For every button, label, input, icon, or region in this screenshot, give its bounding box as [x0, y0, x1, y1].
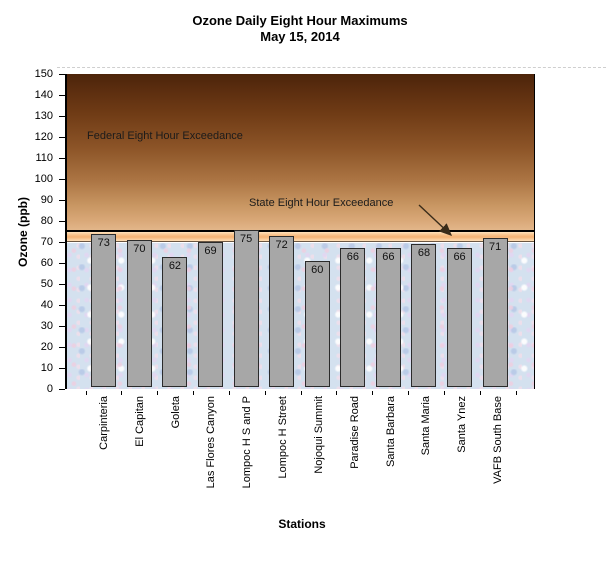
y-tick-label: 130: [34, 110, 53, 122]
bar-value-label: 70: [133, 243, 146, 255]
bar-lompoc-h-s-and-p: [234, 230, 259, 388]
bar-las-flores-canyon: [198, 242, 223, 387]
bar-cell: [122, 74, 158, 387]
x-label-cell: [408, 396, 444, 455]
bar-value-label: 69: [204, 245, 217, 258]
x-label-cell: [265, 396, 301, 479]
bar-cell: [335, 74, 371, 387]
x-axis-ticks: [67, 391, 537, 395]
bar-value-label: 71: [489, 240, 502, 253]
x-tick-mark: [444, 391, 445, 395]
x-tick-mark: [229, 391, 230, 395]
bar-series: [67, 74, 534, 387]
bar-santa-maria: [411, 244, 436, 387]
y-tick-label: 40: [40, 299, 53, 311]
x-label-lompoc-h-street: Lompoc H Street: [277, 396, 290, 479]
x-tick-mark: [516, 391, 517, 395]
x-tick-mark: [372, 391, 373, 395]
x-axis-title-text: Stations: [278, 517, 326, 531]
state-exceedance-label: State Eight Hour Exceedance: [249, 197, 394, 209]
x-tick-mark: [336, 391, 337, 395]
x-tick-mark: [121, 391, 122, 395]
bar-cell: [228, 74, 264, 387]
y-tick-label: 90: [40, 194, 53, 206]
chart-title-block: [0, 13, 600, 45]
y-tick-label: 120: [34, 131, 53, 143]
bar-el-capitan: [127, 240, 152, 387]
x-label-cell: [480, 396, 516, 484]
chart-title: Ozone Daily Eight Hour Maximums: [192, 13, 408, 28]
y-tick-label: 80: [40, 215, 53, 227]
x-label-santa-ynez: Santa Ynez: [456, 396, 469, 453]
bar-value-label: 66: [382, 251, 395, 264]
x-label-santa-barbara: Santa Barbara: [384, 396, 397, 467]
x-label-vafb-south-base: VAFB South Base: [492, 396, 505, 484]
bar-cell: [86, 74, 122, 387]
y-tick-label: 150: [34, 68, 53, 80]
x-label-paradise-road: Paradise Road: [348, 396, 361, 469]
x-tick-mark: [86, 391, 87, 395]
x-tick-mark: [480, 391, 481, 395]
x-label-nojoqui-summit: Nojoqui Summit: [312, 396, 325, 474]
bar-value-label: 72: [275, 238, 288, 251]
bar-nojoqui-summit: [305, 261, 330, 387]
x-label-goleta: Goleta: [169, 396, 182, 429]
bar-lompoc-h-street: [269, 236, 294, 387]
x-label-cell: [229, 396, 265, 488]
x-label-santa-maria: Santa Maria: [420, 396, 433, 456]
x-tick-mark: [408, 391, 409, 395]
bar-cell: [371, 74, 407, 387]
bar-value-label: 66: [346, 251, 359, 264]
x-axis-labels: [67, 396, 537, 488]
x-label-cell: [373, 396, 409, 467]
bar-cell: [193, 74, 229, 387]
y-tick-label: 110: [35, 152, 53, 164]
bar-cell: [157, 74, 193, 387]
x-tick-mark: [193, 391, 194, 395]
x-label-cell: [158, 396, 194, 428]
y-tick-label: 50: [40, 278, 53, 290]
x-label-cell: [337, 396, 373, 469]
bar-cell: [406, 74, 442, 387]
y-tick-label: 30: [40, 320, 53, 332]
bar-value-label: 73: [97, 236, 110, 249]
y-tick-label: 70: [40, 236, 53, 248]
y-tick-label: 0: [46, 383, 53, 395]
federal-exceedance-label: Federal Eight Hour Exceedance: [87, 130, 243, 142]
y-tick-label: 10: [40, 362, 53, 374]
y-axis-ticks: [0, 68, 65, 395]
bar-santa-barbara: [376, 248, 401, 387]
bar-goleta: [162, 257, 187, 387]
plot-top-dashed-line: [57, 67, 606, 68]
bar-santa-ynez: [447, 248, 472, 387]
x-label-cell: [86, 396, 122, 450]
bar-value-label: 75: [239, 232, 253, 245]
bar-cell: [264, 74, 300, 387]
x-label-cell: [301, 396, 337, 474]
x-tick-mark: [301, 391, 302, 395]
bar-paradise-road: [340, 248, 365, 387]
bar-value-label: 68: [417, 247, 431, 260]
bar-cell: [477, 74, 513, 387]
x-label-cell: [122, 396, 158, 447]
chart-subtitle: May 15, 2014: [260, 29, 340, 44]
plot-area: [65, 74, 535, 389]
x-label-lompoc-h-s-and-p: Lompoc H S and P: [241, 396, 254, 489]
bar-value-label: 60: [311, 264, 324, 276]
x-label-cell: [444, 396, 480, 453]
x-tick-mark: [265, 391, 266, 395]
bar-value-label: 66: [453, 251, 466, 264]
y-tick-label: 20: [40, 341, 53, 353]
bar-vafb-south-base: [483, 238, 508, 387]
x-axis-title: [67, 517, 537, 531]
bar-carpinteria: [91, 234, 116, 387]
x-tick-mark: [157, 391, 158, 395]
y-tick-label: 100: [34, 173, 53, 185]
x-label-carpinteria: Carpinteria: [97, 396, 110, 450]
y-axis-title: Ozone (ppb): [16, 196, 30, 267]
y-tick-label: 140: [34, 89, 53, 101]
x-label-las-flores-canyon: Las Flores Canyon: [205, 396, 218, 489]
y-tick-label: 60: [40, 257, 53, 269]
bar-value-label: 62: [168, 259, 182, 272]
bar-cell: [299, 74, 335, 387]
bar-cell: [442, 74, 478, 387]
x-label-cell: [193, 396, 229, 488]
y-tick-mark: [59, 389, 65, 390]
x-label-el-capitan: El Capitan: [133, 396, 146, 447]
